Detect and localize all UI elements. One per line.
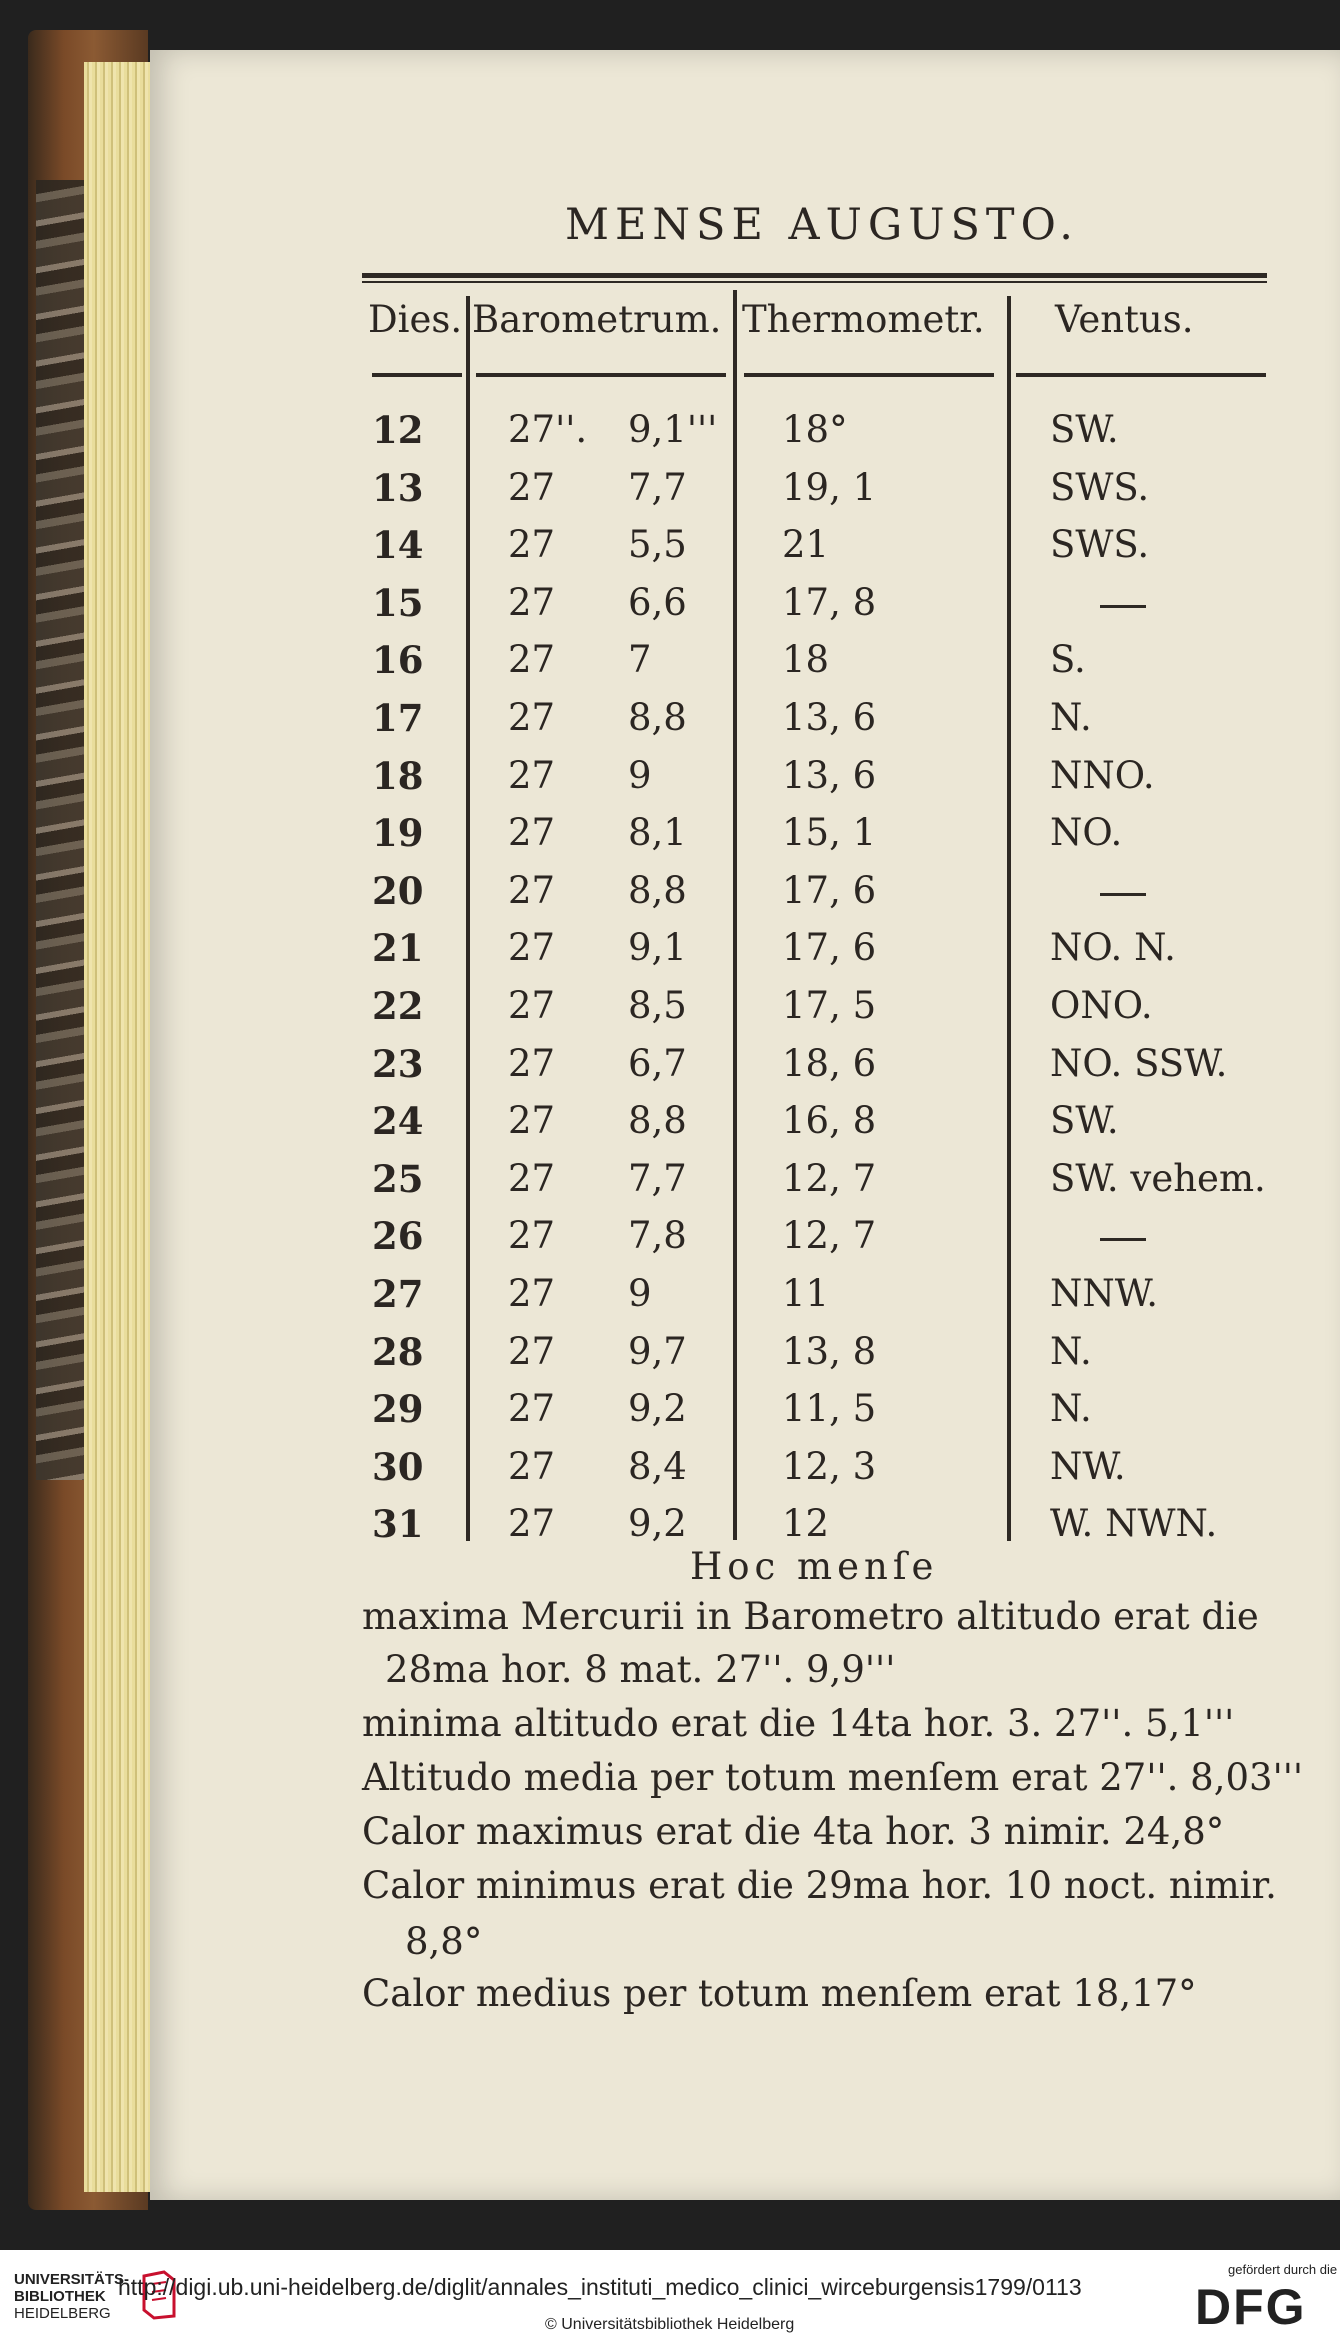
cell-barometer-lines: 6,6	[628, 581, 687, 624]
cell-thermometer: 18, 6	[782, 1042, 877, 1085]
cell-barometer-inches: 27	[508, 1387, 556, 1430]
cell-barometer-lines: 7,8	[628, 1214, 687, 1257]
cell-barometer-inches: 27	[508, 754, 556, 797]
cell-barometer-lines: 8,1	[628, 811, 687, 854]
cell-barometer-lines: 7	[628, 638, 652, 681]
cell-day: 14	[372, 523, 424, 567]
cell-day: 26	[372, 1214, 424, 1258]
cell-day: 13	[372, 466, 424, 510]
cell-wind: ONO.	[1050, 984, 1153, 1027]
library-name-1: UNIVERSITÄTS-	[14, 2271, 130, 2288]
cell-barometer-inches: 27''.	[508, 408, 588, 451]
cell-thermometer: 17, 8	[782, 581, 877, 624]
cell-thermometer: 12, 3	[782, 1445, 877, 1488]
cell-thermometer: 21	[782, 523, 830, 566]
funder-label: gefördert durch die	[1228, 2262, 1338, 2277]
cell-barometer-inches: 27	[508, 869, 556, 912]
cell-thermometer: 17, 5	[782, 984, 877, 1027]
cell-day: 12	[372, 408, 424, 452]
cell-wind: SWS.	[1050, 523, 1150, 566]
cell-thermometer: 18°	[782, 408, 848, 451]
cell-barometer-inches: 27	[508, 1445, 556, 1488]
cell-barometer-lines: 6,7	[628, 1042, 687, 1085]
cell-barometer-lines: 9,1'''	[628, 408, 718, 451]
cell-wind: SW.	[1050, 1099, 1119, 1142]
cell-barometer-lines: 8,8	[628, 869, 687, 912]
cell-wind: SW. vehem.	[1050, 1157, 1266, 1200]
summary-title: Hoc menſe	[690, 1545, 939, 1588]
cell-barometer-inches: 27	[508, 1099, 556, 1142]
cell-wind-dash	[1100, 1238, 1146, 1241]
header-dies: Dies.	[368, 298, 463, 341]
header-ventus: Ventus.	[1055, 298, 1194, 341]
header-barometrum: Barometrum.	[472, 298, 722, 341]
cell-thermometer: 13, 6	[782, 754, 877, 797]
cell-thermometer: 17, 6	[782, 926, 877, 969]
header-underline	[1016, 373, 1266, 377]
column-divider	[1007, 296, 1011, 1541]
cell-barometer-inches: 27	[508, 523, 556, 566]
cell-day: 21	[372, 926, 424, 970]
cell-barometer-inches: 27	[508, 984, 556, 1027]
cell-barometer-lines: 8,8	[628, 1099, 687, 1142]
cell-barometer-inches: 27	[508, 1502, 556, 1545]
summary-line: 28ma hor. 8 mat. 27''. 9,9'''	[385, 1648, 896, 1691]
cell-wind-dash	[1100, 893, 1146, 896]
cell-wind: N.	[1050, 1387, 1092, 1430]
header-underline	[372, 373, 462, 377]
footer-bar	[0, 2250, 1340, 2347]
cell-barometer-lines: 7,7	[628, 466, 687, 509]
cell-day: 31	[372, 1502, 424, 1546]
top-rule	[362, 273, 1267, 278]
header-thermometr: Thermometr.	[742, 298, 985, 341]
cell-thermometer: 19, 1	[782, 466, 877, 509]
cell-barometer-inches: 27	[508, 1272, 556, 1315]
cell-thermometer: 11	[782, 1272, 830, 1315]
cell-barometer-inches: 27	[508, 1330, 556, 1373]
cell-day: 27	[372, 1272, 424, 1316]
library-name-3: HEIDELBERG	[14, 2305, 111, 2322]
summary-line: Calor minimus erat die 29ma hor. 10 noct. nimir.	[362, 1864, 1277, 1907]
cell-barometer-lines: 7,7	[628, 1157, 687, 1200]
summary-line: minima altitudo erat die 14ta hor. 3. 27''. 5,1'''	[362, 1702, 1235, 1745]
cell-barometer-lines: 9,7	[628, 1330, 687, 1373]
cell-barometer-inches: 27	[508, 638, 556, 681]
cell-barometer-inches: 27	[508, 926, 556, 969]
cell-day: 23	[372, 1042, 424, 1086]
cell-barometer-lines: 9,2	[628, 1502, 687, 1545]
cell-day: 28	[372, 1330, 424, 1374]
cell-wind: N.	[1050, 1330, 1092, 1373]
cell-day: 20	[372, 869, 424, 913]
cell-thermometer: 17, 6	[782, 869, 877, 912]
column-divider	[466, 296, 470, 1541]
cell-day: 15	[372, 581, 424, 625]
cell-wind: S.	[1050, 638, 1086, 681]
cell-barometer-inches: 27	[508, 1157, 556, 1200]
cell-wind: NNW.	[1050, 1272, 1159, 1315]
cell-wind: N.	[1050, 696, 1092, 739]
cell-barometer-lines: 9	[628, 1272, 652, 1315]
document-url-link[interactable]: http://digi.ub.uni-heidelberg.de/diglit/annales_instituti_medico_clinici_wirceburgensis1799/0113	[118, 2274, 1082, 2300]
cell-wind: W. NWN.	[1050, 1502, 1218, 1545]
cell-day: 25	[372, 1157, 424, 1201]
cell-thermometer: 16, 8	[782, 1099, 877, 1142]
cell-barometer-lines: 5,5	[628, 523, 687, 566]
top-rule-2	[362, 281, 1267, 283]
cell-day: 29	[372, 1387, 424, 1431]
cell-day: 24	[372, 1099, 424, 1143]
cell-wind-dash	[1100, 605, 1146, 608]
cell-barometer-lines: 8,8	[628, 696, 687, 739]
cell-thermometer: 12, 7	[782, 1157, 877, 1200]
header-underline	[744, 373, 994, 377]
header-underline	[476, 373, 726, 377]
cell-wind: SW.	[1050, 408, 1119, 451]
cell-wind: NNO.	[1050, 754, 1155, 797]
cell-barometer-lines: 8,4	[628, 1445, 687, 1488]
cell-barometer-inches: 27	[508, 466, 556, 509]
cell-thermometer: 13, 8	[782, 1330, 877, 1373]
cell-day: 30	[372, 1445, 424, 1489]
dfg-logo: DFG	[1195, 2279, 1307, 2335]
column-divider	[733, 290, 737, 1540]
cell-barometer-lines: 9,1	[628, 926, 687, 969]
cell-barometer-inches: 27	[508, 696, 556, 739]
summary-line: Altitudo media per totum menſem erat 27''. 8,03'''	[362, 1756, 1304, 1799]
cell-wind: SWS.	[1050, 466, 1150, 509]
cell-barometer-lines: 9,2	[628, 1387, 687, 1430]
summary-line: 8,8°	[405, 1920, 483, 1963]
cell-thermometer: 11, 5	[782, 1387, 877, 1430]
cell-thermometer: 13, 6	[782, 696, 877, 739]
summary-line: maxima Mercurii in Barometro altitudo erat die	[362, 1595, 1259, 1638]
cell-barometer-lines: 8,5	[628, 984, 687, 1027]
page-edges	[84, 62, 154, 2192]
cell-barometer-inches: 27	[508, 1214, 556, 1257]
cell-thermometer: 18	[782, 638, 830, 681]
page-title: MENSE AUGUSTO.	[565, 200, 1079, 250]
cell-barometer-inches: 27	[508, 1042, 556, 1085]
copyright-text: © Universitätsbibliothek Heidelberg	[545, 2316, 795, 2333]
cell-wind: NW.	[1050, 1445, 1126, 1488]
cell-barometer-inches: 27	[508, 811, 556, 854]
cell-wind: NO. SSW.	[1050, 1042, 1228, 1085]
cell-day: 22	[372, 984, 424, 1028]
cell-day: 19	[372, 811, 424, 855]
cell-wind: NO. N.	[1050, 926, 1176, 969]
cell-thermometer: 15, 1	[782, 811, 877, 854]
cell-day: 17	[372, 696, 424, 740]
cell-wind: NO.	[1050, 811, 1123, 854]
cell-barometer-inches: 27	[508, 581, 556, 624]
cell-thermometer: 12, 7	[782, 1214, 877, 1257]
summary-line: Calor medius per totum menſem erat 18,17°	[362, 1972, 1197, 2015]
cell-day: 16	[372, 638, 424, 682]
cell-day: 18	[372, 754, 424, 798]
library-name-2: BIBLIOTHEK	[14, 2288, 106, 2305]
cell-barometer-lines: 9	[628, 754, 652, 797]
summary-line: Calor maximus erat die 4ta hor. 3 nimir. 24,8°	[362, 1810, 1225, 1853]
cell-thermometer: 12	[782, 1502, 830, 1545]
